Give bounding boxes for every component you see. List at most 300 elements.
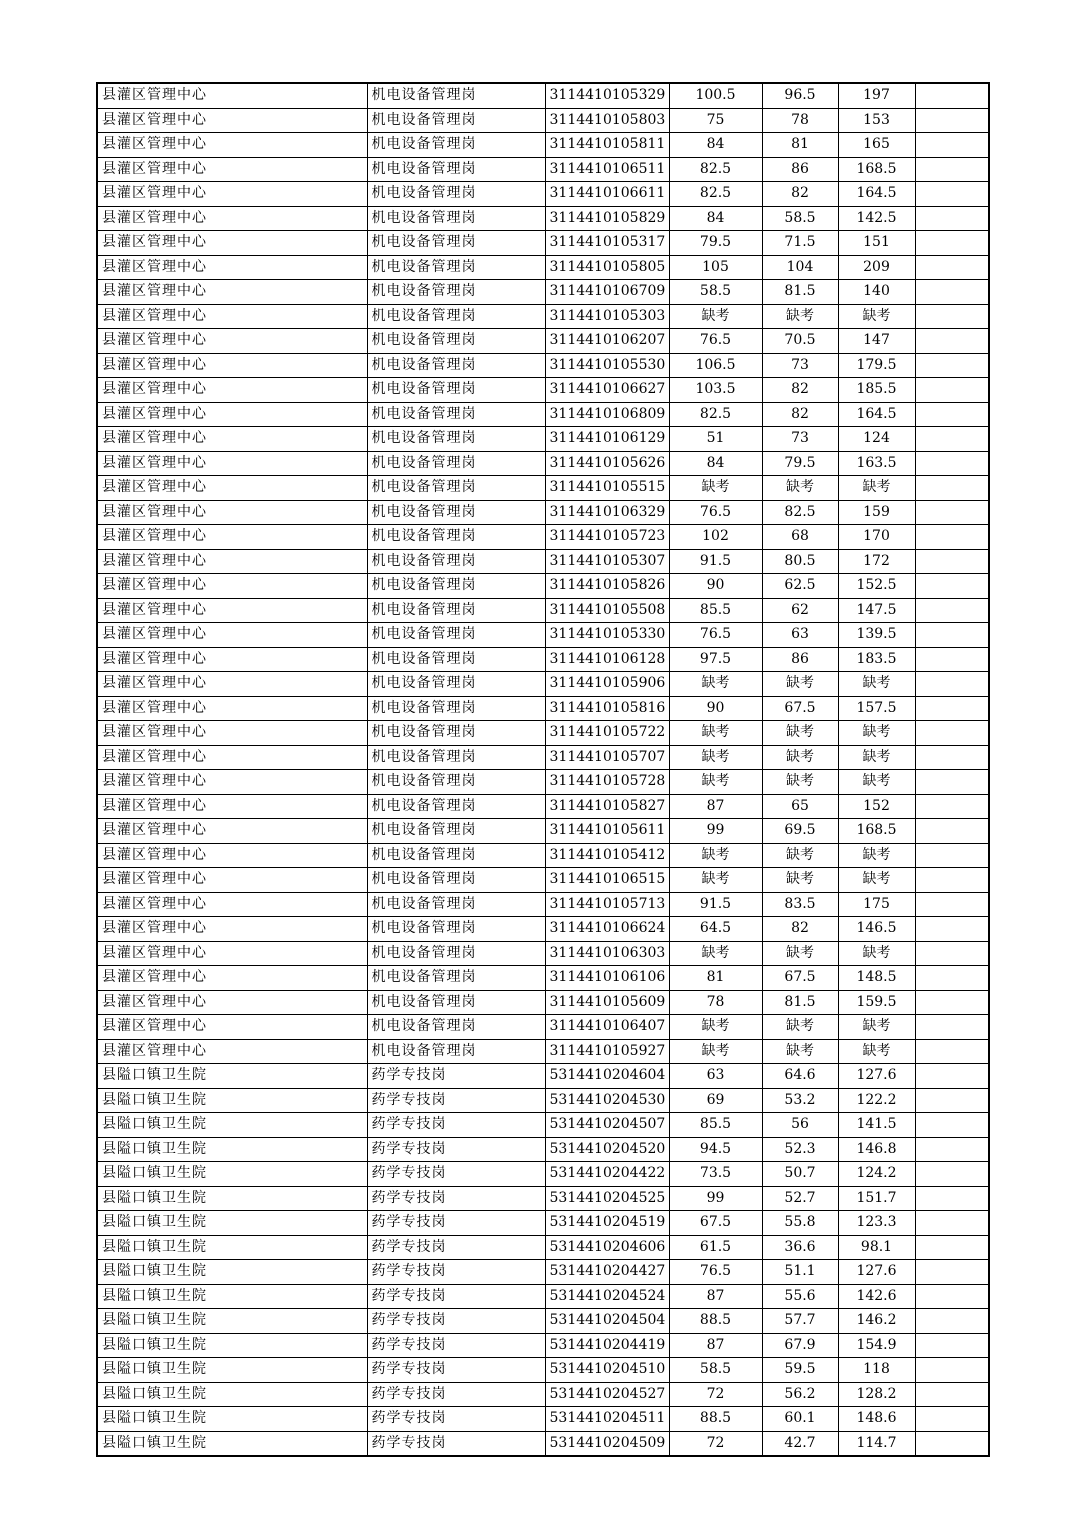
written-score-1-cell: 82.5 bbox=[669, 157, 762, 182]
written-score-1-cell: 88.5 bbox=[669, 1407, 762, 1432]
exam-id-cell: 3114410106515 bbox=[545, 868, 669, 893]
written-score-2-cell: 56.2 bbox=[762, 1382, 838, 1407]
written-score-1-cell: 90 bbox=[669, 574, 762, 599]
exam-id-cell: 3114410106407 bbox=[545, 1015, 669, 1040]
unit-name-cell: 县灌区管理中心 bbox=[97, 280, 367, 305]
total-score-cell: 缺考 bbox=[838, 1039, 915, 1064]
table-row bbox=[97, 1186, 989, 1211]
position-cell: 机电设备管理岗 bbox=[367, 1015, 545, 1040]
total-score-cell: 163.5 bbox=[838, 451, 915, 476]
written-score-2-cell: 缺考 bbox=[762, 1015, 838, 1040]
written-score-2-cell: 55.6 bbox=[762, 1284, 838, 1309]
written-score-1-cell: 75 bbox=[669, 108, 762, 133]
table-row bbox=[97, 206, 989, 231]
remark-cell bbox=[915, 990, 989, 1015]
written-score-1-cell: 105 bbox=[669, 255, 762, 280]
total-score-cell: 151.7 bbox=[838, 1186, 915, 1211]
total-score-cell: 139.5 bbox=[838, 623, 915, 648]
total-score-cell: 缺考 bbox=[838, 721, 915, 746]
table-row bbox=[97, 1358, 989, 1383]
table-row bbox=[97, 329, 989, 354]
exam-id-cell: 3114410105723 bbox=[545, 525, 669, 550]
exam-id-cell: 3114410105722 bbox=[545, 721, 669, 746]
total-score-cell: 缺考 bbox=[838, 1015, 915, 1040]
table-row bbox=[97, 1260, 989, 1285]
written-score-1-cell: 缺考 bbox=[669, 843, 762, 868]
written-score-1-cell: 97.5 bbox=[669, 647, 762, 672]
position-cell: 机电设备管理岗 bbox=[367, 304, 545, 329]
written-score-1-cell: 99 bbox=[669, 1186, 762, 1211]
exam-id-cell: 5314410204510 bbox=[545, 1358, 669, 1383]
exam-id-cell: 3114410106709 bbox=[545, 280, 669, 305]
written-score-2-cell: 缺考 bbox=[762, 304, 838, 329]
position-cell: 机电设备管理岗 bbox=[367, 868, 545, 893]
unit-name-cell: 县灌区管理中心 bbox=[97, 745, 367, 770]
table-row bbox=[97, 794, 989, 819]
position-cell: 机电设备管理岗 bbox=[367, 966, 545, 991]
written-score-1-cell: 100.5 bbox=[669, 83, 762, 108]
remark-cell bbox=[915, 843, 989, 868]
total-score-cell: 128.2 bbox=[838, 1382, 915, 1407]
table-row bbox=[97, 182, 989, 207]
position-cell: 药学专技岗 bbox=[367, 1407, 545, 1432]
table-row bbox=[97, 1039, 989, 1064]
unit-name-cell: 县灌区管理中心 bbox=[97, 525, 367, 550]
written-score-2-cell: 62.5 bbox=[762, 574, 838, 599]
position-cell: 药学专技岗 bbox=[367, 1211, 545, 1236]
written-score-1-cell: 缺考 bbox=[669, 1015, 762, 1040]
exam-id-cell: 5314410204604 bbox=[545, 1064, 669, 1089]
remark-cell bbox=[915, 206, 989, 231]
total-score-cell: 141.5 bbox=[838, 1113, 915, 1138]
remark-cell bbox=[915, 647, 989, 672]
written-score-2-cell: 70.5 bbox=[762, 329, 838, 354]
remark-cell bbox=[915, 500, 989, 525]
position-cell: 机电设备管理岗 bbox=[367, 574, 545, 599]
unit-name-cell: 县灌区管理中心 bbox=[97, 108, 367, 133]
total-score-cell: 142.6 bbox=[838, 1284, 915, 1309]
table-row bbox=[97, 108, 989, 133]
remark-cell bbox=[915, 255, 989, 280]
unit-name-cell: 县灌区管理中心 bbox=[97, 868, 367, 893]
position-cell: 机电设备管理岗 bbox=[367, 108, 545, 133]
exam-id-cell: 3114410105317 bbox=[545, 231, 669, 256]
remark-cell bbox=[915, 794, 989, 819]
total-score-cell: 123.3 bbox=[838, 1211, 915, 1236]
unit-name-cell: 县灌区管理中心 bbox=[97, 794, 367, 819]
unit-name-cell: 县隘口镇卫生院 bbox=[97, 1064, 367, 1089]
table-row bbox=[97, 255, 989, 280]
unit-name-cell: 县灌区管理中心 bbox=[97, 500, 367, 525]
written-score-1-cell: 64.5 bbox=[669, 917, 762, 942]
remark-cell bbox=[915, 966, 989, 991]
total-score-cell: 147 bbox=[838, 329, 915, 354]
written-score-2-cell: 缺考 bbox=[762, 476, 838, 501]
exam-id-cell: 3114410105609 bbox=[545, 990, 669, 1015]
unit-name-cell: 县灌区管理中心 bbox=[97, 378, 367, 403]
written-score-1-cell: 84 bbox=[669, 206, 762, 231]
remark-cell bbox=[915, 941, 989, 966]
written-score-2-cell: 73 bbox=[762, 353, 838, 378]
table-row bbox=[97, 598, 989, 623]
total-score-cell: 缺考 bbox=[838, 770, 915, 795]
position-cell: 机电设备管理岗 bbox=[367, 255, 545, 280]
total-score-cell: 146.2 bbox=[838, 1309, 915, 1334]
unit-name-cell: 县灌区管理中心 bbox=[97, 721, 367, 746]
unit-name-cell: 县隘口镇卫生院 bbox=[97, 1113, 367, 1138]
table-row bbox=[97, 427, 989, 452]
written-score-1-cell: 102 bbox=[669, 525, 762, 550]
table-row bbox=[97, 745, 989, 770]
written-score-1-cell: 76.5 bbox=[669, 500, 762, 525]
written-score-1-cell: 87 bbox=[669, 1284, 762, 1309]
remark-cell bbox=[915, 182, 989, 207]
table-row bbox=[97, 1088, 989, 1113]
total-score-cell: 154.9 bbox=[838, 1333, 915, 1358]
written-score-1-cell: 91.5 bbox=[669, 549, 762, 574]
written-score-2-cell: 82 bbox=[762, 917, 838, 942]
position-cell: 机电设备管理岗 bbox=[367, 917, 545, 942]
total-score-cell: 152 bbox=[838, 794, 915, 819]
position-cell: 药学专技岗 bbox=[367, 1064, 545, 1089]
exam-id-cell: 5314410204509 bbox=[545, 1431, 669, 1456]
total-score-cell: 缺考 bbox=[838, 304, 915, 329]
remark-cell bbox=[915, 1235, 989, 1260]
remark-cell bbox=[915, 231, 989, 256]
remark-cell bbox=[915, 574, 989, 599]
written-score-1-cell: 94.5 bbox=[669, 1137, 762, 1162]
table-row bbox=[97, 623, 989, 648]
unit-name-cell: 县隘口镇卫生院 bbox=[97, 1407, 367, 1432]
position-cell: 药学专技岗 bbox=[367, 1431, 545, 1456]
unit-name-cell: 县灌区管理中心 bbox=[97, 819, 367, 844]
exam-id-cell: 3114410105906 bbox=[545, 672, 669, 697]
remark-cell bbox=[915, 304, 989, 329]
position-cell: 机电设备管理岗 bbox=[367, 819, 545, 844]
exam-id-cell: 5314410204519 bbox=[545, 1211, 669, 1236]
exam-id-cell: 5314410204422 bbox=[545, 1162, 669, 1187]
unit-name-cell: 县灌区管理中心 bbox=[97, 917, 367, 942]
written-score-1-cell: 51 bbox=[669, 427, 762, 452]
exam-id-cell: 3114410105611 bbox=[545, 819, 669, 844]
total-score-cell: 146.5 bbox=[838, 917, 915, 942]
written-score-2-cell: 缺考 bbox=[762, 721, 838, 746]
remark-cell bbox=[915, 1186, 989, 1211]
unit-name-cell: 县灌区管理中心 bbox=[97, 206, 367, 231]
remark-cell bbox=[915, 623, 989, 648]
total-score-cell: 159 bbox=[838, 500, 915, 525]
position-cell: 机电设备管理岗 bbox=[367, 500, 545, 525]
written-score-2-cell: 65 bbox=[762, 794, 838, 819]
position-cell: 机电设备管理岗 bbox=[367, 745, 545, 770]
remark-cell bbox=[915, 819, 989, 844]
exam-id-cell: 3114410105530 bbox=[545, 353, 669, 378]
unit-name-cell: 县灌区管理中心 bbox=[97, 133, 367, 158]
written-score-1-cell: 85.5 bbox=[669, 1113, 762, 1138]
total-score-cell: 165 bbox=[838, 133, 915, 158]
remark-cell bbox=[915, 745, 989, 770]
unit-name-cell: 县灌区管理中心 bbox=[97, 941, 367, 966]
total-score-cell: 114.7 bbox=[838, 1431, 915, 1456]
written-score-1-cell: 缺考 bbox=[669, 476, 762, 501]
total-score-cell: 168.5 bbox=[838, 157, 915, 182]
position-cell: 机电设备管理岗 bbox=[367, 549, 545, 574]
exam-id-cell: 5314410204507 bbox=[545, 1113, 669, 1138]
remark-cell bbox=[915, 280, 989, 305]
unit-name-cell: 县隘口镇卫生院 bbox=[97, 1260, 367, 1285]
table-row bbox=[97, 574, 989, 599]
unit-name-cell: 县灌区管理中心 bbox=[97, 157, 367, 182]
unit-name-cell: 县灌区管理中心 bbox=[97, 427, 367, 452]
written-score-2-cell: 51.1 bbox=[762, 1260, 838, 1285]
exam-id-cell: 5314410204427 bbox=[545, 1260, 669, 1285]
exam-id-cell: 3114410106611 bbox=[545, 182, 669, 207]
remark-cell bbox=[915, 1088, 989, 1113]
written-score-2-cell: 81.5 bbox=[762, 990, 838, 1015]
score-table-body bbox=[97, 83, 989, 1456]
written-score-2-cell: 86 bbox=[762, 647, 838, 672]
written-score-2-cell: 缺考 bbox=[762, 672, 838, 697]
written-score-2-cell: 52.7 bbox=[762, 1186, 838, 1211]
written-score-2-cell: 42.7 bbox=[762, 1431, 838, 1456]
written-score-2-cell: 缺考 bbox=[762, 941, 838, 966]
exam-id-cell: 5314410204524 bbox=[545, 1284, 669, 1309]
table-row bbox=[97, 1235, 989, 1260]
written-score-2-cell: 缺考 bbox=[762, 745, 838, 770]
position-cell: 药学专技岗 bbox=[367, 1235, 545, 1260]
exam-id-cell: 3114410105829 bbox=[545, 206, 669, 231]
position-cell: 药学专技岗 bbox=[367, 1162, 545, 1187]
table-row bbox=[97, 304, 989, 329]
remark-cell bbox=[915, 1431, 989, 1456]
written-score-2-cell: 53.2 bbox=[762, 1088, 838, 1113]
exam-id-cell: 3114410105811 bbox=[545, 133, 669, 158]
written-score-1-cell: 72 bbox=[669, 1431, 762, 1456]
position-cell: 药学专技岗 bbox=[367, 1137, 545, 1162]
exam-id-cell: 3114410106129 bbox=[545, 427, 669, 452]
table-row bbox=[97, 476, 989, 501]
table-row bbox=[97, 843, 989, 868]
exam-id-cell: 3114410106106 bbox=[545, 966, 669, 991]
table-row bbox=[97, 353, 989, 378]
exam-id-cell: 3114410106627 bbox=[545, 378, 669, 403]
remark-cell bbox=[915, 696, 989, 721]
table-row bbox=[97, 672, 989, 697]
written-score-2-cell: 82 bbox=[762, 402, 838, 427]
unit-name-cell: 县灌区管理中心 bbox=[97, 304, 367, 329]
total-score-cell: 124.2 bbox=[838, 1162, 915, 1187]
position-cell: 机电设备管理岗 bbox=[367, 598, 545, 623]
table-row bbox=[97, 696, 989, 721]
table-row bbox=[97, 378, 989, 403]
written-score-2-cell: 64.6 bbox=[762, 1064, 838, 1089]
exam-id-cell: 3114410105803 bbox=[545, 108, 669, 133]
remark-cell bbox=[915, 1211, 989, 1236]
total-score-cell: 缺考 bbox=[838, 745, 915, 770]
written-score-2-cell: 缺考 bbox=[762, 1039, 838, 1064]
written-score-1-cell: 76.5 bbox=[669, 623, 762, 648]
written-score-1-cell: 缺考 bbox=[669, 1039, 762, 1064]
table-row bbox=[97, 1309, 989, 1334]
exam-id-cell: 3114410106809 bbox=[545, 402, 669, 427]
total-score-cell: 146.8 bbox=[838, 1137, 915, 1162]
remark-cell bbox=[915, 868, 989, 893]
position-cell: 机电设备管理岗 bbox=[367, 402, 545, 427]
unit-name-cell: 县灌区管理中心 bbox=[97, 476, 367, 501]
position-cell: 机电设备管理岗 bbox=[367, 329, 545, 354]
written-score-2-cell: 81 bbox=[762, 133, 838, 158]
remark-cell bbox=[915, 917, 989, 942]
unit-name-cell: 县灌区管理中心 bbox=[97, 353, 367, 378]
table-row bbox=[97, 500, 989, 525]
position-cell: 机电设备管理岗 bbox=[367, 794, 545, 819]
exam-id-cell: 3114410105330 bbox=[545, 623, 669, 648]
written-score-2-cell: 57.7 bbox=[762, 1309, 838, 1334]
total-score-cell: 179.5 bbox=[838, 353, 915, 378]
table-row bbox=[97, 1431, 989, 1456]
unit-name-cell: 县灌区管理中心 bbox=[97, 231, 367, 256]
written-score-1-cell: 99 bbox=[669, 819, 762, 844]
written-score-1-cell: 缺考 bbox=[669, 941, 762, 966]
position-cell: 机电设备管理岗 bbox=[367, 206, 545, 231]
position-cell: 药学专技岗 bbox=[367, 1382, 545, 1407]
table-row bbox=[97, 1211, 989, 1236]
written-score-1-cell: 82.5 bbox=[669, 402, 762, 427]
written-score-2-cell: 82 bbox=[762, 378, 838, 403]
written-score-1-cell: 88.5 bbox=[669, 1309, 762, 1334]
written-score-1-cell: 缺考 bbox=[669, 672, 762, 697]
table-row bbox=[97, 402, 989, 427]
written-score-1-cell: 81 bbox=[669, 966, 762, 991]
position-cell: 机电设备管理岗 bbox=[367, 83, 545, 108]
exam-id-cell: 3114410106303 bbox=[545, 941, 669, 966]
unit-name-cell: 县灌区管理中心 bbox=[97, 83, 367, 108]
total-score-cell: 170 bbox=[838, 525, 915, 550]
remark-cell bbox=[915, 525, 989, 550]
unit-name-cell: 县灌区管理中心 bbox=[97, 966, 367, 991]
table-row bbox=[97, 1407, 989, 1432]
exam-id-cell: 3114410105303 bbox=[545, 304, 669, 329]
total-score-cell: 147.5 bbox=[838, 598, 915, 623]
table-row bbox=[97, 647, 989, 672]
remark-cell bbox=[915, 402, 989, 427]
table-row bbox=[97, 1284, 989, 1309]
score-table bbox=[96, 82, 990, 1457]
unit-name-cell: 县灌区管理中心 bbox=[97, 182, 367, 207]
table-row bbox=[97, 157, 989, 182]
total-score-cell: 127.6 bbox=[838, 1064, 915, 1089]
written-score-2-cell: 56 bbox=[762, 1113, 838, 1138]
position-cell: 机电设备管理岗 bbox=[367, 990, 545, 1015]
total-score-cell: 缺考 bbox=[838, 868, 915, 893]
remark-cell bbox=[915, 1015, 989, 1040]
table-row bbox=[97, 917, 989, 942]
remark-cell bbox=[915, 476, 989, 501]
exam-id-cell: 3114410105307 bbox=[545, 549, 669, 574]
position-cell: 药学专技岗 bbox=[367, 1309, 545, 1334]
table-row bbox=[97, 1382, 989, 1407]
unit-name-cell: 县隘口镇卫生院 bbox=[97, 1284, 367, 1309]
position-cell: 机电设备管理岗 bbox=[367, 941, 545, 966]
written-score-1-cell: 84 bbox=[669, 451, 762, 476]
written-score-2-cell: 63 bbox=[762, 623, 838, 648]
position-cell: 机电设备管理岗 bbox=[367, 721, 545, 746]
total-score-cell: 175 bbox=[838, 892, 915, 917]
table-row bbox=[97, 868, 989, 893]
total-score-cell: 151 bbox=[838, 231, 915, 256]
exam-id-cell: 5314410204520 bbox=[545, 1137, 669, 1162]
table-row bbox=[97, 133, 989, 158]
written-score-2-cell: 96.5 bbox=[762, 83, 838, 108]
exam-id-cell: 3114410106128 bbox=[545, 647, 669, 672]
exam-id-cell: 3114410105816 bbox=[545, 696, 669, 721]
remark-cell bbox=[915, 672, 989, 697]
position-cell: 机电设备管理岗 bbox=[367, 353, 545, 378]
unit-name-cell: 县隘口镇卫生院 bbox=[97, 1211, 367, 1236]
position-cell: 机电设备管理岗 bbox=[367, 525, 545, 550]
position-cell: 机电设备管理岗 bbox=[367, 672, 545, 697]
written-score-1-cell: 84 bbox=[669, 133, 762, 158]
position-cell: 机电设备管理岗 bbox=[367, 476, 545, 501]
written-score-1-cell: 76.5 bbox=[669, 1260, 762, 1285]
exam-id-cell: 3114410106207 bbox=[545, 329, 669, 354]
written-score-2-cell: 104 bbox=[762, 255, 838, 280]
position-cell: 机电设备管理岗 bbox=[367, 843, 545, 868]
exam-id-cell: 3114410105713 bbox=[545, 892, 669, 917]
exam-id-cell: 5314410204511 bbox=[545, 1407, 669, 1432]
position-cell: 机电设备管理岗 bbox=[367, 1039, 545, 1064]
remark-cell bbox=[915, 451, 989, 476]
unit-name-cell: 县灌区管理中心 bbox=[97, 549, 367, 574]
unit-name-cell: 县灌区管理中心 bbox=[97, 1015, 367, 1040]
remark-cell bbox=[915, 770, 989, 795]
written-score-2-cell: 58.5 bbox=[762, 206, 838, 231]
total-score-cell: 缺考 bbox=[838, 672, 915, 697]
total-score-cell: 157.5 bbox=[838, 696, 915, 721]
remark-cell bbox=[915, 1064, 989, 1089]
written-score-2-cell: 60.1 bbox=[762, 1407, 838, 1432]
table-row bbox=[97, 1064, 989, 1089]
table-row bbox=[97, 1162, 989, 1187]
written-score-1-cell: 72 bbox=[669, 1382, 762, 1407]
written-score-2-cell: 55.8 bbox=[762, 1211, 838, 1236]
exam-id-cell: 3114410105728 bbox=[545, 770, 669, 795]
remark-cell bbox=[915, 133, 989, 158]
remark-cell bbox=[915, 1358, 989, 1383]
unit-name-cell: 县隘口镇卫生院 bbox=[97, 1431, 367, 1456]
exam-id-cell: 3114410106329 bbox=[545, 500, 669, 525]
written-score-1-cell: 90 bbox=[669, 696, 762, 721]
written-score-1-cell: 91.5 bbox=[669, 892, 762, 917]
table-row bbox=[97, 451, 989, 476]
written-score-1-cell: 103.5 bbox=[669, 378, 762, 403]
unit-name-cell: 县隘口镇卫生院 bbox=[97, 1358, 367, 1383]
written-score-1-cell: 缺考 bbox=[669, 868, 762, 893]
written-score-1-cell: 73.5 bbox=[669, 1162, 762, 1187]
written-score-1-cell: 106.5 bbox=[669, 353, 762, 378]
remark-cell bbox=[915, 1333, 989, 1358]
unit-name-cell: 县灌区管理中心 bbox=[97, 574, 367, 599]
written-score-2-cell: 73 bbox=[762, 427, 838, 452]
written-score-2-cell: 82.5 bbox=[762, 500, 838, 525]
remark-cell bbox=[915, 892, 989, 917]
table-row bbox=[97, 966, 989, 991]
unit-name-cell: 县灌区管理中心 bbox=[97, 647, 367, 672]
exam-id-cell: 3114410105412 bbox=[545, 843, 669, 868]
written-score-2-cell: 59.5 bbox=[762, 1358, 838, 1383]
table-row bbox=[97, 721, 989, 746]
remark-cell bbox=[915, 427, 989, 452]
